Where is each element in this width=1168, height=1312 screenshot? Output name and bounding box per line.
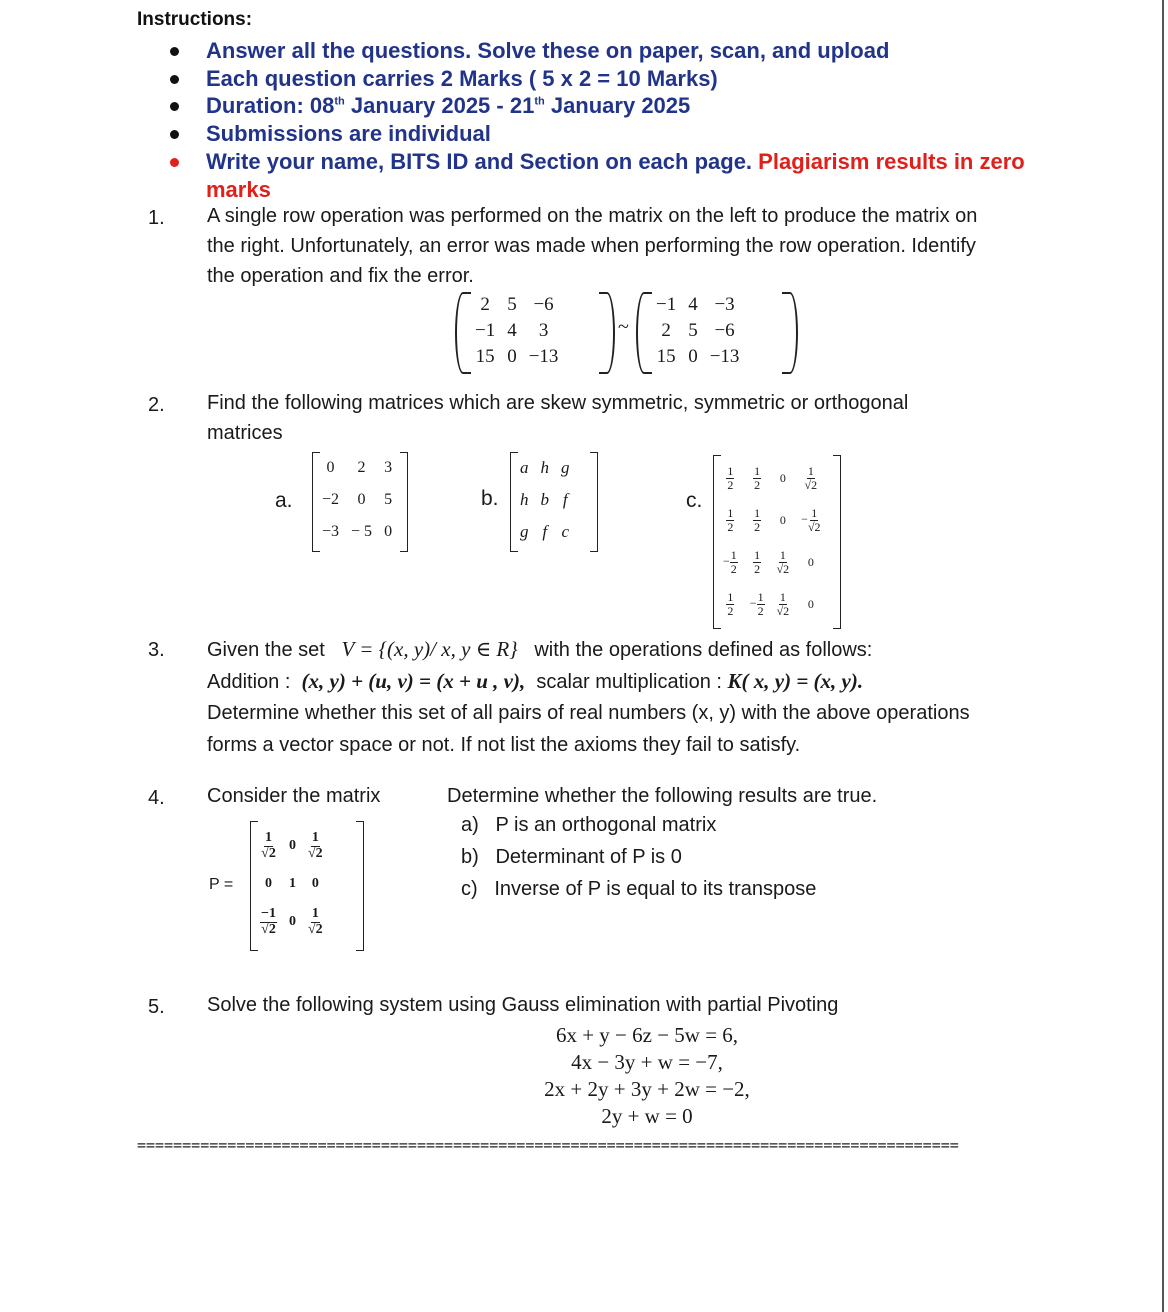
q4-item-b: b) Determinant of P is 0 [461, 846, 682, 868]
instruction-2: Each question carries 2 Marks ( 5 x 2 = 10 Marks) [206, 66, 718, 91]
instruction-3: Duration: 08th January 2025 - 21th January 2025 [206, 93, 691, 118]
plagiarism-warning: Plagiarism results in zero [758, 149, 1025, 174]
bullet-icon [170, 47, 179, 56]
question-3-number: 3. [148, 639, 165, 661]
question-1-line-2: the right. Unfortunately, an error was made when performing the row operation. Identify [207, 235, 976, 257]
q4-item-a: a) P is an orthogonal matrix [461, 814, 717, 836]
q2-label-c: c. [686, 489, 703, 512]
question-1-line-3: the operation and fix the error. [207, 265, 474, 287]
q1-right-matrix: −1 4 −3 2 5 −6 15 0 −13 [636, 292, 798, 370]
q2-label-b: b. [481, 487, 499, 510]
q4-item-c: c) Inverse of P is equal to its transpose [461, 878, 817, 900]
question-3-line-1: Given the set V = {(x, y)/ x, y ∈ R} with the operations defined as follows: [207, 637, 873, 661]
bullet-icon [170, 102, 179, 111]
question-3-line-3: Determine whether this set of all pairs of real numbers (x, y) with the above operations [207, 702, 970, 724]
question-2-number: 2. [148, 394, 165, 416]
question-1-number: 1. [148, 207, 165, 229]
q2-label-a: a. [275, 489, 293, 512]
q1-left-matrix: 2 5 −6 −1 4 3 15 0 −13 [455, 292, 615, 370]
q5-equation-4: 2y + w = 0 [601, 1104, 693, 1128]
instruction-5: Write your name, BITS ID and Section on each page. Plagiarism results in zero [206, 149, 1025, 174]
row-equivalence-symbol: ~ [618, 316, 629, 338]
p-label: P = [209, 876, 234, 893]
q5-equation-3: 2x + 2y + 3y + 2w = −2, [544, 1077, 750, 1101]
bullet-icon [170, 130, 179, 139]
question-5-text: Solve the following system using Gauss elimination with partial Pivoting [207, 994, 839, 1016]
instruction-4: Submissions are individual [206, 121, 491, 146]
bullet-icon [170, 158, 179, 167]
question-1-line-1: A single row operation was performed on the matrix on the left to produce the matrix on [207, 205, 978, 227]
question-4-consider: Consider the matrix [207, 785, 381, 807]
question-5-number: 5. [148, 996, 165, 1018]
q2-matrix-c: $\frac{1}{2}$ $\frac{1}{2}$ 0 $\frac{1}{√2}$ $\frac{1}{2}$ $\frac{1}{2}$ 0 − $\frac{1}{√2}$ − $\frac{1}{2}$ $\frac{1}{2}$ $\frac{1}{√2}$ 0 $\frac{1}{2}$ − $\frac{1}{2}$ $\frac{1}{√2}$ 0 [713, 455, 841, 627]
question-3-line-4: forms a vector space or not. If not list the axioms they fail to satisfy. [207, 734, 801, 756]
bullet-icon [170, 75, 179, 84]
q5-equation-2: 4x − 3y + w = −7, [571, 1050, 723, 1074]
right-border-line [1162, 0, 1164, 1312]
separator-line: =========================================================================================== [137, 1136, 959, 1154]
q2-matrix-b: a h g h b f g f c [510, 452, 598, 550]
plagiarism-warning-cont: marks [206, 177, 271, 202]
question-2-line-2: matrices [207, 422, 283, 444]
instruction-1: Answer all the questions. Solve these on paper, scan, and upload [206, 38, 890, 63]
q5-equation-system [440, 1022, 920, 1130]
q5-equation-1: 6x + y − 6z − 5w = 6, [555, 1023, 739, 1047]
question-4-determine: Determine whether the following results are true. [447, 785, 878, 807]
q4-matrix-p: $\frac{1}{√2}$ 0 $\frac{1}{√2}$ 0 1 0 $\frac{-1}{√2}$ 0 $\frac{1}{√2}$ [250, 821, 364, 949]
question-2-line-1: Find the following matrices which are skew symmetric, symmetric or orthogonal [207, 392, 909, 414]
instructions-heading: Instructions: [137, 9, 253, 30]
question-4-number: 4. [148, 787, 165, 809]
q2-matrix-a: 0 2 3 −2 0 5 −3 − 5 0 [312, 452, 408, 550]
question-3-line-2: Addition : (x, y) + (u, v) = (x + u , v), scalar multiplication : K( x, y) = (x, y). [207, 669, 864, 693]
